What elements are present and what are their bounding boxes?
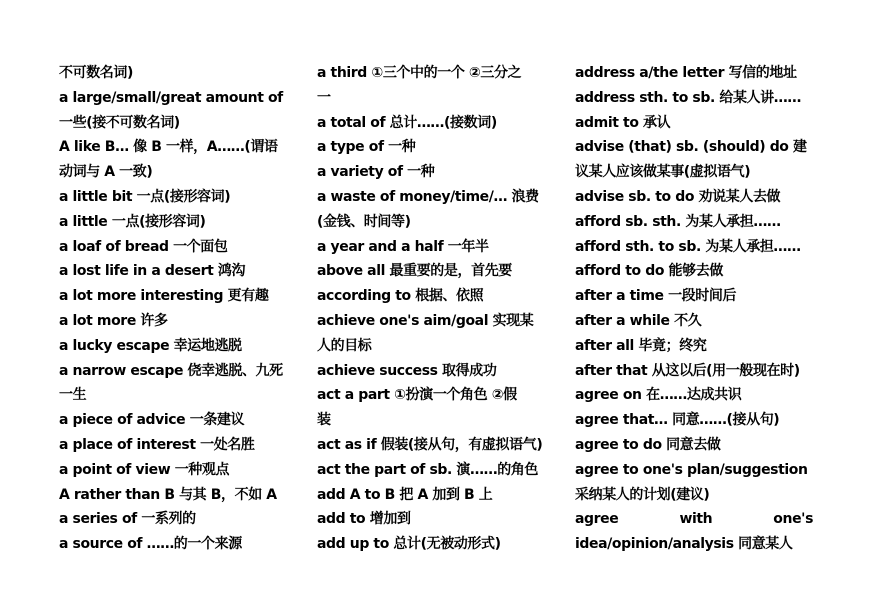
vocab-line: a third ①三个中的一个 ②三分之 [317,65,522,81]
vocab-line: according to 根据、依照 [317,288,484,305]
vocab-line: agree to do 同意去做 [575,436,721,453]
vocab-line: a lucky escape 幸运地逃脱 [59,337,242,354]
vocab-line: afford sb. sth. 为某人承担…… [575,213,781,230]
vocab-line: afford to do 能够去做 [575,263,723,280]
vocab-line: a source of ……的一个来源 [59,536,242,553]
vocab-line: add to 增加到 [317,511,411,528]
vocab-line: act a part ①扮演一个角色 ②假 [317,387,517,404]
vocab-line: after a while 不久 [575,312,702,329]
vocab-line: a narrow escape 侥幸逃脱、九死 [59,362,283,379]
vocab-line: 一生 [59,387,87,404]
vocab-line: address sth. to sb. 给某人讲…… [575,89,801,106]
vocab-line: advise sb. to do 劝说某人去做 [575,188,781,205]
vocab-line: a lost life in a desert 鸿沟 [59,263,246,280]
vocab-line: after all 毕竟；终究 [575,337,707,354]
vocab-line: act the part of sb. 演……的角色 [317,461,539,478]
vocab-line: after that 从这以后(用一般现在时) [575,362,800,379]
vocab-line: 不可数名词) [59,65,133,81]
vocab-line: a lot more 许多 [59,312,168,329]
vocab-line: 一些(接不可数名词) [59,114,180,131]
vocab-line: a variety of 一种 [317,164,435,181]
vocab-line: achieve success 取得成功 [317,362,497,379]
vocab-line: a little bit 一点(接形容词) [59,188,231,205]
vocab-line: agree that… 同意……(接从句) [575,412,780,429]
vocab-line: 动词与 A 一致) [59,164,153,181]
vocab-line: agree on 在……达成共识 [575,387,742,404]
vocab-line: agree to one's plan/suggestion [575,461,808,478]
column-1 [59,61,297,557]
vocab-line: afford sth. to sb. 为某人承担…… [575,238,801,255]
vocab-line: 议某人应该做某事(虚拟语气) [575,164,751,181]
vocab-line: a loaf of bread 一个面包 [59,238,228,255]
vocab-line: 装 [317,412,331,429]
vocab-line: above all 最重要的是，首先要 [317,263,512,280]
vocab-line: a point of view 一种观点 [59,461,230,478]
vocab-line: a little 一点(接形容词) [59,213,206,230]
vocab-line: a lot more interesting 更有趣 [59,288,269,305]
vocab-line: add up to 总计(无被动形式) [317,536,501,553]
vocab-line: A rather than B 与其 B，不如 A [59,486,277,503]
vocab-line: a large/small/great amount of [59,89,283,106]
vocab-line: advise (that) sb. (should) do 建 [575,139,807,156]
vocab-line: admit to 承认 [575,114,671,131]
vocab-line: 一 [317,89,331,106]
vocab-line: a type of 一种 [317,139,416,156]
column-3 [575,61,813,557]
vocab-line: a waste of money/time/… 浪费 [317,188,539,205]
vocab-line: 人的目标 [317,337,372,354]
vocab-line: A like B… 像 B 一样，A……(谓语 [59,139,278,156]
vocab-line: add A to B 把 A 加到 B 上 [317,486,493,503]
vocab-line: a place of interest 一处名胜 [59,436,255,453]
vocab-line: idea/opinion/analysis 同意某人 [575,536,793,553]
vocab-line: address a/the letter 写信的地址 [575,65,797,81]
vocab-line: agree with one's [575,511,813,528]
vocab-line: a total of 总计……(接数词) [317,114,497,131]
vocab-line: a series of 一系列的 [59,511,196,528]
vocab-line: (金钱、时间等) [317,213,411,230]
vocab-line: achieve one's aim/goal 实现某 [317,312,534,329]
vocab-line: a piece of advice 一条建议 [59,412,245,429]
vocab-line: after a time 一段时间后 [575,288,737,305]
vocab-line: act as if 假装(接从句，有虚拟语气) [317,436,543,453]
vocab-line: a year and a half 一年半 [317,238,489,255]
vocab-line: 采纳某人的计划(建议) [575,486,710,503]
column-2 [317,61,555,557]
